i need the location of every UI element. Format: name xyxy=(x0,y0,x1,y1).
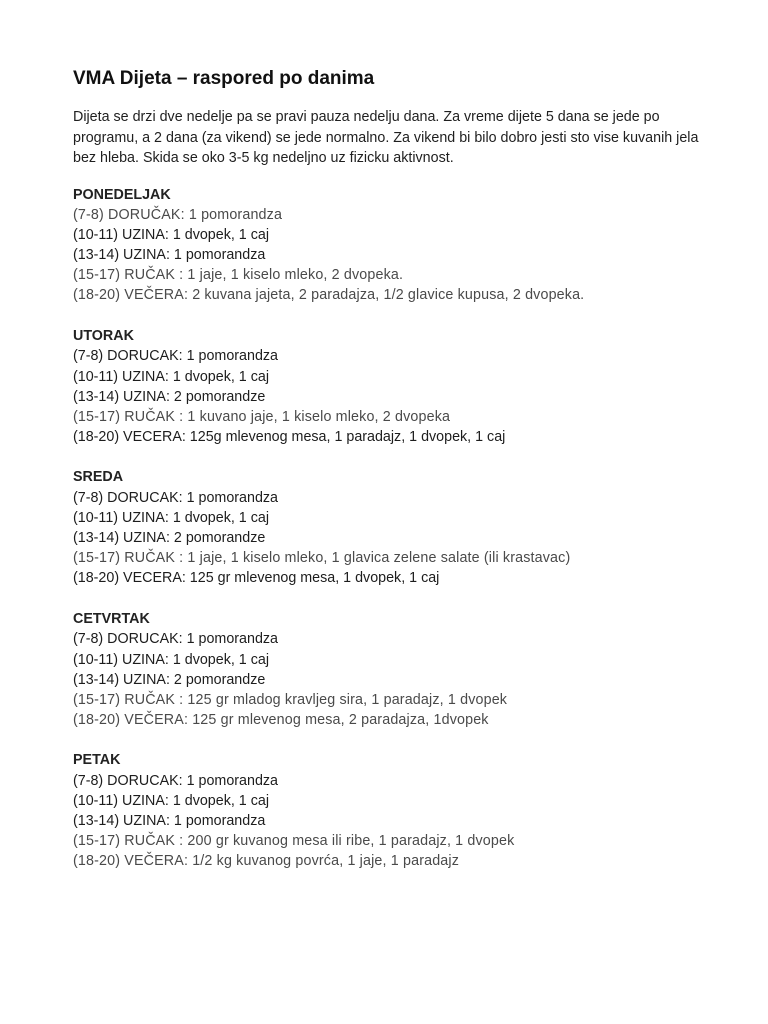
day-section-ponedeljak xyxy=(73,185,708,306)
meal-line: (18-20) VEČERA: 1/2 kg kuvanog povrća, 1 jaje, 1 paradajz xyxy=(73,853,460,870)
days-list xyxy=(73,185,708,872)
meal-line: (13-14) UZINA: 1 pomorandza xyxy=(73,247,266,264)
day-section-sreda xyxy=(73,467,708,588)
day-heading: UTORAK xyxy=(73,327,134,344)
meal-line: (7-8) DORUCAK: 1 pomorandza xyxy=(73,631,278,648)
meal-line: (7-8) DORUČAK: 1 pomorandza xyxy=(73,207,283,223)
meal-line: (7-8) DORUCAK: 1 pomorandza xyxy=(73,348,278,365)
meal-line: (15-17) RUČAK : 1 kuvano jaje, 1 kiselo mleko, 2 dvopeka xyxy=(73,408,451,425)
meal-line: (13-14) UZINA: 1 pomorandza xyxy=(73,813,266,830)
meal-line: (15-17) RUČAK : 1 jaje, 1 kiselo mleko, 1 glavica zelene salate (ili krastavac) xyxy=(73,550,571,567)
meal-line: (15-17) RUČAK : 125 gr mladog kravljeg sira, 1 paradajz, 1 dvopek xyxy=(73,691,508,708)
meal-line: (18-20) VEČERA: 125 gr mlevenog mesa, 2 paradajza, 1dvopek xyxy=(73,711,489,728)
meal-line: (18-20) VEČERA: 2 kuvana jajeta, 2 paradajza, 1/2 glavice kupusa, 2 dvopeka. xyxy=(73,287,585,304)
meal-line: (15-17) RUČAK : 1 jaje, 1 kiselo mleko, 2 dvopeka. xyxy=(73,267,404,284)
meal-line: (15-17) RUČAK : 200 gr kuvanog mesa ili ribe, 1 paradajz, 1 dvopek xyxy=(73,833,515,850)
intro-paragraph: Dijeta se drzi dve nedelje pa se pravi pauza nedelju dana. Za vreme dijete 5 dana se jede po programu, a 2 dana (za vikend) se jede normalno. Za vikend bi bilo dobro jesti sto vise kuvanih jela bez hleba. Skida se oko 3-5 kg nedeljno uz fizicku aktivnost. xyxy=(73,109,699,166)
document-title: VMA Dijeta – raspored po danima xyxy=(73,68,375,89)
meal-line: (18-20) VECERA: 125g mlevenog mesa, 1 paradajz, 1 dvopek, 1 caj xyxy=(73,428,506,445)
meal-line: (13-14) UZINA: 2 pomorandze xyxy=(73,671,266,688)
meal-line: (10-11) UZINA: 1 dvopek, 1 caj xyxy=(73,651,270,668)
meal-line: (7-8) DORUCAK: 1 pomorandza xyxy=(73,772,278,789)
day-section-cetvrtak xyxy=(73,609,708,730)
meal-line: (10-11) UZINA: 1 dvopek, 1 caj xyxy=(73,510,270,527)
meal-line: (13-14) UZINA: 2 pomorandze xyxy=(73,530,266,547)
meal-line: (18-20) VECERA: 125 gr mlevenog mesa, 1 dvopek, 1 caj xyxy=(73,570,440,587)
day-section-utorak xyxy=(73,326,708,447)
meal-line: (7-8) DORUCAK: 1 pomorandza xyxy=(73,489,278,506)
meal-line: (10-11) UZINA: 1 dvopek, 1 caj xyxy=(73,227,270,244)
day-heading: PONEDELJAK xyxy=(73,186,171,203)
meal-line: (10-11) UZINA: 1 dvopek, 1 caj xyxy=(73,368,270,385)
day-heading: SREDA xyxy=(73,469,124,486)
day-section-petak xyxy=(73,750,708,871)
meal-line: (13-14) UZINA: 2 pomorandze xyxy=(73,388,266,405)
meal-line: (10-11) UZINA: 1 dvopek, 1 caj xyxy=(73,792,270,809)
day-heading: CETVRTAK xyxy=(73,610,150,627)
day-heading: PETAK xyxy=(73,752,121,769)
